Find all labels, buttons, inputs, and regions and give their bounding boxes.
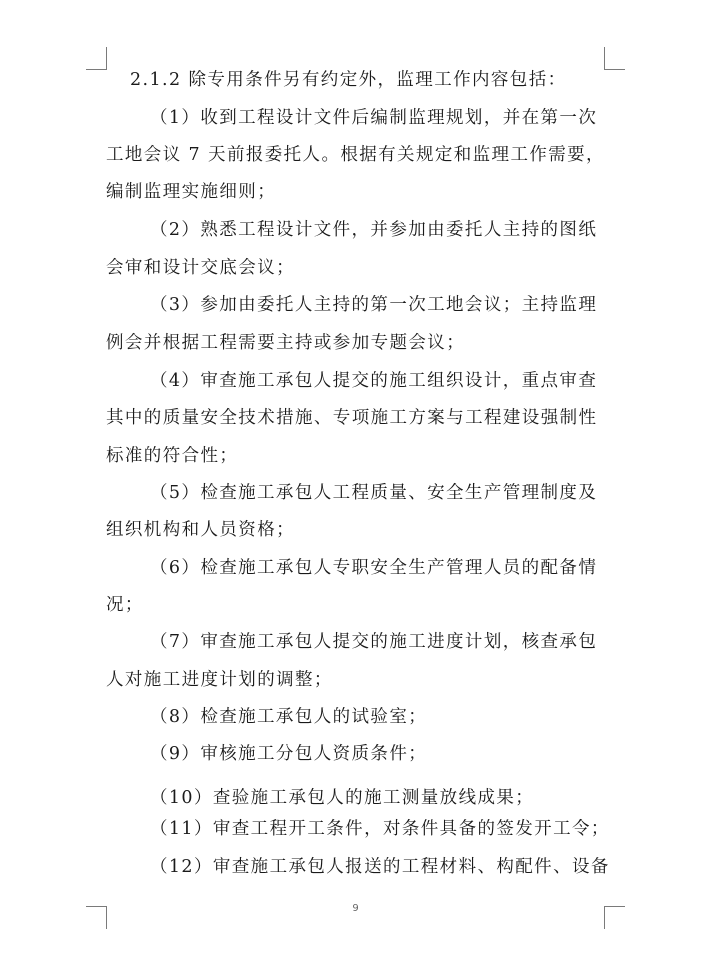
page-number: 9 [352,903,359,914]
item-1-line-1: （1）收到工程设计文件后编制监理规划，并在第一次 [150,108,598,128]
item-1-line-2: 工地会议 7 天前报委托人。根据有关规定和监理工作需要， [106,145,605,165]
item-2-line-2: 会审和设计交底会议； [106,258,295,278]
crop-mark-top-right [604,47,625,70]
section-heading: 2.1.2 除专用条件另有约定外，监理工作内容包括： [130,70,567,90]
item-2-line-1: （2）熟悉工程设计文件，并参加由委托人主持的图纸 [150,220,598,240]
item-6-line-2: 况； [106,595,144,615]
item-3-line-2: 例会并根据工程需要主持或参加专题会议； [106,333,466,353]
item-5-line-2: 组织机构和人员资格； [106,520,295,540]
item-7-line-1: （7）审查施工承包人提交的施工进度计划，核查承包 [150,632,598,652]
item-12-line-1: （12）审查施工承包人报送的工程材料、构配件、设备 [150,857,610,877]
item-10-line-1: （10）查验施工承包人的施工测量放线成果； [150,788,535,808]
item-4-line-3: 标准的符合性； [106,446,239,466]
item-7-line-2: 人对施工进度计划的调整； [106,670,333,690]
item-4-line-1: （4）审查施工承包人提交的施工组织设计，重点审查 [150,371,598,391]
item-4-line-2: 其中的质量安全技术措施、专项施工方案与工程建设强制性 [106,408,598,428]
item-6-line-1: （6）检查施工承包人专职安全生产管理人员的配备情 [150,558,598,578]
item-8-line-1: （8）检查施工承包人的试验室； [150,707,428,727]
crop-mark-top-left [86,47,107,70]
item-9-line-1: （9）审核施工分包人资质条件； [150,744,428,764]
item-3-line-1: （3）参加由委托人主持的第一次工地会议；主持监理 [150,295,598,315]
item-5-line-1: （5）检查施工承包人工程质量、安全生产管理制度及 [150,483,598,503]
item-1-line-3: 编制监理实施细则； [106,182,277,202]
item-11-line-1: （11）审查工程开工条件，对条件具备的签发开工令； [150,819,610,839]
